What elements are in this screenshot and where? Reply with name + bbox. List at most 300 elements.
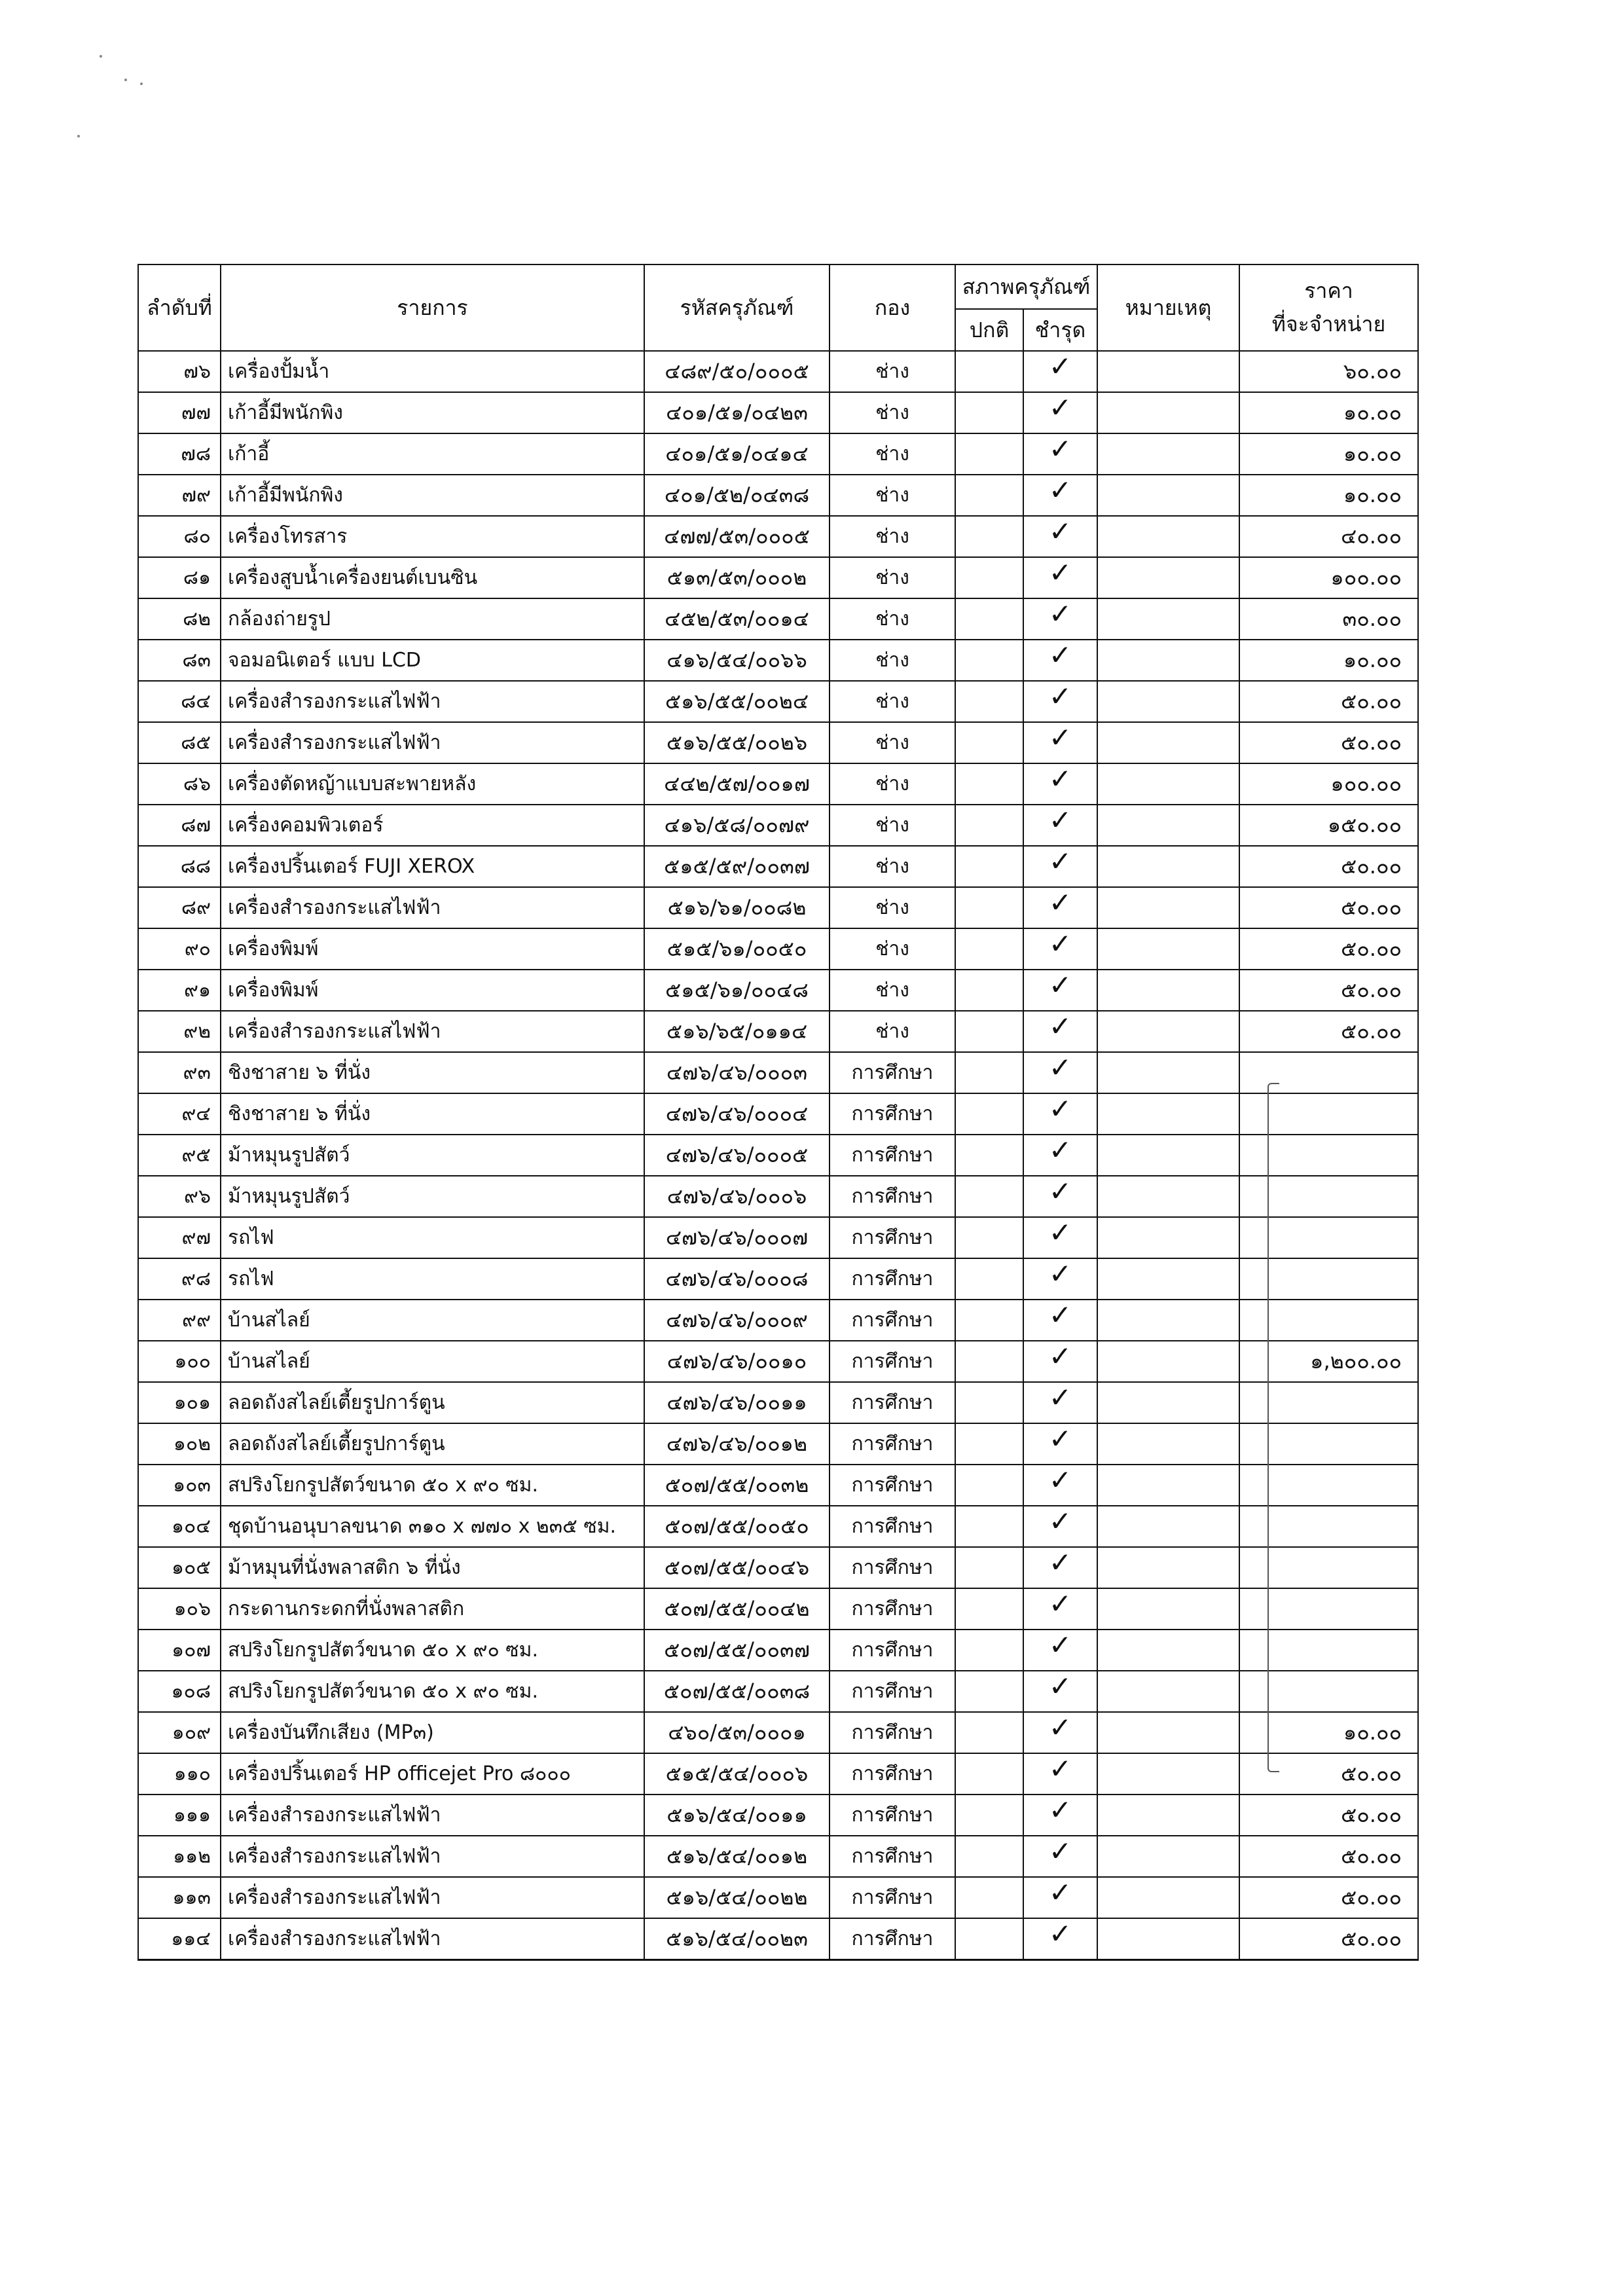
- table-row: [138, 392, 1418, 433]
- cell-item: สปริงโยกรูปสัตว์ขนาด ๕๐ x ๙๐ ซม.: [221, 1671, 644, 1712]
- cell-remark: [1097, 1382, 1239, 1423]
- cell-dept: การศึกษา: [830, 1630, 955, 1671]
- cell-damaged: [1023, 598, 1097, 640]
- cell-item: เครื่องสำรองกระแสไฟฟ้า: [221, 1011, 644, 1052]
- cell-damaged: [1023, 805, 1097, 846]
- cell-normal: [955, 640, 1023, 681]
- cell-remark: [1097, 433, 1239, 475]
- cell-code: ๕๑๖/๕๔/๐๐๑๒: [644, 1836, 830, 1877]
- cell-seq: ๙๕: [138, 1135, 221, 1176]
- cell-seq: ๑๐๔: [138, 1506, 221, 1547]
- cell-dept: ช่าง: [830, 805, 955, 846]
- cell-remark: [1097, 846, 1239, 887]
- header-price: [1239, 264, 1418, 351]
- cell-code: ๕๑๕/๖๑/๐๐๕๐: [644, 928, 830, 970]
- cell-remark: [1097, 1712, 1239, 1753]
- cell-price: [1239, 1588, 1418, 1630]
- cell-dept: การศึกษา: [830, 1093, 955, 1135]
- cell-normal: [955, 1011, 1023, 1052]
- cell-damaged: [1023, 557, 1097, 598]
- cell-item: เครื่องโทรสาร: [221, 516, 644, 557]
- check-mark-icon: ✓: [1048, 1135, 1072, 1166]
- cell-item: เครื่องสำรองกระแสไฟฟ้า: [221, 1918, 644, 1960]
- check-mark-icon: ✓: [1048, 1465, 1072, 1496]
- cell-remark: [1097, 1836, 1239, 1877]
- cell-code: ๕๑๕/๕๙/๐๐๓๗: [644, 846, 830, 887]
- cell-normal: [955, 722, 1023, 763]
- cell-damaged: [1023, 846, 1097, 887]
- cell-dept: การศึกษา: [830, 1836, 955, 1877]
- cell-remark: [1097, 1753, 1239, 1795]
- cell-seq: ๙๙: [138, 1300, 221, 1341]
- cell-dept: การศึกษา: [830, 1382, 955, 1423]
- cell-price: ๔๐.๐๐: [1239, 516, 1418, 557]
- cell-damaged: [1023, 392, 1097, 433]
- cell-code: ๕๑๖/๕๕/๐๐๒๖: [644, 722, 830, 763]
- cell-damaged: [1023, 1753, 1097, 1795]
- scan-speck: [140, 82, 143, 85]
- cell-item: รถไฟ: [221, 1258, 644, 1300]
- cell-normal: [955, 475, 1023, 516]
- cell-price: ๕๐.๐๐: [1239, 887, 1418, 928]
- cell-damaged: [1023, 1547, 1097, 1588]
- cell-code: ๕๑๕/๕๔/๐๐๐๖: [644, 1753, 830, 1795]
- cell-price: [1239, 1506, 1418, 1547]
- cell-price: [1239, 1671, 1418, 1712]
- cell-normal: [955, 1258, 1023, 1300]
- cell-item: กล้องถ่ายรูป: [221, 598, 644, 640]
- check-mark-icon: ✓: [1048, 1588, 1072, 1620]
- cell-price: ๕๐.๐๐: [1239, 1011, 1418, 1052]
- cell-dept: ช่าง: [830, 970, 955, 1011]
- table-row: [138, 475, 1418, 516]
- scan-speck: [100, 55, 102, 58]
- cell-normal: [955, 1547, 1023, 1588]
- cell-remark: [1097, 1300, 1239, 1341]
- cell-item: บ้านสไลย์: [221, 1341, 644, 1382]
- check-mark-icon: ✓: [1048, 805, 1072, 836]
- cell-remark: [1097, 1877, 1239, 1918]
- cell-damaged: [1023, 1258, 1097, 1300]
- cell-seq: ๑๑๐: [138, 1753, 221, 1795]
- cell-seq: ๑๑๔: [138, 1918, 221, 1960]
- cell-price: ๑๐.๐๐: [1239, 640, 1418, 681]
- cell-price: ๑๐๐.๐๐: [1239, 763, 1418, 805]
- cell-remark: [1097, 1630, 1239, 1671]
- cell-remark: [1097, 1011, 1239, 1052]
- cell-seq: ๙๓: [138, 1052, 221, 1093]
- cell-dept: การศึกษา: [830, 1753, 955, 1795]
- cell-seq: ๘๐: [138, 516, 221, 557]
- cell-code: ๕๐๗/๕๕/๐๐๔๒: [644, 1588, 830, 1630]
- cell-damaged: [1023, 887, 1097, 928]
- cell-seq: ๗๗: [138, 392, 221, 433]
- cell-damaged: [1023, 970, 1097, 1011]
- price-group-bracket: [1267, 1083, 1279, 1772]
- cell-remark: [1097, 1258, 1239, 1300]
- table-row: [138, 1877, 1418, 1918]
- cell-remark: [1097, 1547, 1239, 1588]
- cell-damaged: [1023, 1011, 1097, 1052]
- cell-dept: การศึกษา: [830, 1052, 955, 1093]
- table-row: [138, 557, 1418, 598]
- cell-code: ๔๗๖/๔๖/๐๐๐๗: [644, 1217, 830, 1258]
- cell-price: [1239, 1423, 1418, 1465]
- cell-normal: [955, 1588, 1023, 1630]
- cell-normal: [955, 887, 1023, 928]
- cell-seq: ๑๑๑: [138, 1795, 221, 1836]
- cell-dept: ช่าง: [830, 640, 955, 681]
- cell-code: ๕๑๖/๖๕/๐๑๑๔: [644, 1011, 830, 1052]
- cell-normal: [955, 1918, 1023, 1960]
- cell-seq: ๑๐๓: [138, 1465, 221, 1506]
- cell-normal: [955, 1795, 1023, 1836]
- cell-normal: [955, 970, 1023, 1011]
- disposal-items-table: [137, 264, 1419, 1961]
- cell-dept: ช่าง: [830, 557, 955, 598]
- cell-seq: ๑๐๖: [138, 1588, 221, 1630]
- cell-damaged: [1023, 1836, 1097, 1877]
- cell-seq: ๙๘: [138, 1258, 221, 1300]
- cell-remark: [1097, 1423, 1239, 1465]
- cell-code: ๔๐๑/๕๑/๐๔๒๓: [644, 392, 830, 433]
- cell-price: [1239, 1258, 1418, 1300]
- cell-seq: ๘๙: [138, 887, 221, 928]
- cell-remark: [1097, 1918, 1239, 1960]
- cell-damaged: [1023, 1506, 1097, 1547]
- cell-item: เก้าอี้มีพนักพิง: [221, 475, 644, 516]
- cell-dept: ช่าง: [830, 433, 955, 475]
- table-row: [138, 1547, 1418, 1588]
- cell-remark: [1097, 928, 1239, 970]
- cell-dept: การศึกษา: [830, 1258, 955, 1300]
- cell-normal: [955, 1176, 1023, 1217]
- cell-price: [1239, 1630, 1418, 1671]
- table-row: [138, 1052, 1418, 1093]
- cell-seq: ๑๑๓: [138, 1877, 221, 1918]
- cell-code: ๔๗๖/๔๖/๐๐๐๓: [644, 1052, 830, 1093]
- cell-dept: การศึกษา: [830, 1918, 955, 1960]
- cell-item: เครื่องสำรองกระแสไฟฟ้า: [221, 887, 644, 928]
- cell-seq: ๘๑: [138, 557, 221, 598]
- cell-item: กระดานกระดกที่นั่งพลาสติก: [221, 1588, 644, 1630]
- cell-remark: [1097, 722, 1239, 763]
- cell-code: ๕๑๖/๕๔/๐๐๒๒: [644, 1877, 830, 1918]
- cell-item: เครื่องสำรองกระแสไฟฟ้า: [221, 1795, 644, 1836]
- cell-damaged: [1023, 1588, 1097, 1630]
- table-row: [138, 1176, 1418, 1217]
- cell-seq: ๗๙: [138, 475, 221, 516]
- cell-remark: [1097, 1506, 1239, 1547]
- check-mark-icon: ✓: [1048, 475, 1072, 506]
- check-mark-icon: ✓: [1048, 928, 1072, 960]
- cell-code: ๕๑๕/๖๑/๐๐๔๘: [644, 970, 830, 1011]
- cell-normal: [955, 1341, 1023, 1382]
- header-item: รายการ: [221, 264, 644, 351]
- cell-item: รถไฟ: [221, 1217, 644, 1258]
- cell-price: [1239, 1300, 1418, 1341]
- cell-normal: [955, 1423, 1023, 1465]
- cell-remark: [1097, 1217, 1239, 1258]
- table-row: [138, 887, 1418, 928]
- cell-price: [1239, 1176, 1418, 1217]
- cell-seq: ๘๖: [138, 763, 221, 805]
- cell-dept: ช่าง: [830, 928, 955, 970]
- cell-dept: ช่าง: [830, 763, 955, 805]
- cell-seq: ๗๖: [138, 351, 221, 392]
- cell-damaged: [1023, 475, 1097, 516]
- cell-price: ๑๐.๐๐: [1239, 392, 1418, 433]
- cell-dept: ช่าง: [830, 516, 955, 557]
- check-mark-icon: ✓: [1048, 846, 1072, 877]
- cell-item: บ้านสไลย์: [221, 1300, 644, 1341]
- check-mark-icon: ✓: [1048, 598, 1072, 630]
- cell-code: ๔๗๖/๔๖/๐๐๑๑: [644, 1382, 830, 1423]
- cell-item: เครื่องปั้มน้ำ: [221, 351, 644, 392]
- table-row: [138, 681, 1418, 722]
- cell-item: เครื่องพิมพ์: [221, 970, 644, 1011]
- cell-normal: [955, 1753, 1023, 1795]
- cell-remark: [1097, 475, 1239, 516]
- cell-code: ๔๕๒/๕๓/๐๐๑๔: [644, 598, 830, 640]
- cell-normal: [955, 805, 1023, 846]
- check-mark-icon: ✓: [1048, 1753, 1072, 1785]
- cell-price: [1239, 1465, 1418, 1506]
- cell-dept: ช่าง: [830, 1011, 955, 1052]
- cell-remark: [1097, 557, 1239, 598]
- cell-remark: [1097, 887, 1239, 928]
- cell-seq: ๑๐๐: [138, 1341, 221, 1382]
- table-row: [138, 1300, 1418, 1341]
- table-row: [138, 1011, 1418, 1052]
- cell-damaged: [1023, 928, 1097, 970]
- table-row: [138, 722, 1418, 763]
- cell-seq: ๑๐๒: [138, 1423, 221, 1465]
- table-row: [138, 1588, 1418, 1630]
- cell-code: ๔๑๖/๕๔/๐๐๖๖: [644, 640, 830, 681]
- cell-item: เครื่องตัดหญ้าแบบสะพายหลัง: [221, 763, 644, 805]
- header-dept: กอง: [830, 264, 955, 351]
- cell-dept: การศึกษา: [830, 1300, 955, 1341]
- table-row: [138, 1382, 1418, 1423]
- check-mark-icon: ✓: [1048, 1712, 1072, 1743]
- check-mark-icon: ✓: [1048, 1918, 1072, 1950]
- cell-remark: [1097, 1176, 1239, 1217]
- cell-remark: [1097, 392, 1239, 433]
- cell-code: ๕๑๖/๕๔/๐๐๒๓: [644, 1918, 830, 1960]
- cell-seq: ๙๗: [138, 1217, 221, 1258]
- cell-damaged: [1023, 1877, 1097, 1918]
- table-row: [138, 1465, 1418, 1506]
- check-mark-icon: ✓: [1048, 1382, 1072, 1413]
- cell-normal: [955, 1135, 1023, 1176]
- table-row: [138, 1836, 1418, 1877]
- cell-dept: การศึกษา: [830, 1712, 955, 1753]
- check-mark-icon: ✓: [1048, 640, 1072, 671]
- cell-item: เครื่องสำรองกระแสไฟฟ้า: [221, 722, 644, 763]
- cell-price: ๓๐.๐๐: [1239, 598, 1418, 640]
- cell-item: สปริงโยกรูปสัตว์ขนาด ๕๐ x ๙๐ ซม.: [221, 1630, 644, 1671]
- cell-seq: ๘๗: [138, 805, 221, 846]
- cell-code: ๔๗๖/๔๖/๐๐๐๕: [644, 1135, 830, 1176]
- cell-code: ๔๐๑/๕๒/๐๔๓๘: [644, 475, 830, 516]
- cell-damaged: [1023, 1918, 1097, 1960]
- cell-price: ๕๐.๐๐: [1239, 846, 1418, 887]
- check-mark-icon: ✓: [1048, 1630, 1072, 1661]
- cell-remark: [1097, 516, 1239, 557]
- table-row: [138, 1506, 1418, 1547]
- cell-remark: [1097, 1671, 1239, 1712]
- cell-remark: [1097, 640, 1239, 681]
- cell-remark: [1097, 763, 1239, 805]
- cell-price: ๑,๒๐๐.๐๐: [1239, 1341, 1418, 1382]
- cell-dept: การศึกษา: [830, 1465, 955, 1506]
- cell-code: ๕๐๗/๕๕/๐๐๕๐: [644, 1506, 830, 1547]
- cell-normal: [955, 433, 1023, 475]
- cell-dept: การศึกษา: [830, 1176, 955, 1217]
- cell-seq: ๙๖: [138, 1176, 221, 1217]
- cell-dept: ช่าง: [830, 681, 955, 722]
- cell-normal: [955, 928, 1023, 970]
- check-mark-icon: ✓: [1048, 351, 1072, 382]
- cell-dept: การศึกษา: [830, 1877, 955, 1918]
- cell-normal: [955, 1465, 1023, 1506]
- table-row: [138, 1093, 1418, 1135]
- cell-seq: ๑๑๒: [138, 1836, 221, 1877]
- cell-damaged: [1023, 1630, 1097, 1671]
- cell-code: ๔๗๖/๔๖/๐๐๐๘: [644, 1258, 830, 1300]
- check-mark-icon: ✓: [1048, 1052, 1072, 1084]
- check-mark-icon: ✓: [1048, 1341, 1072, 1372]
- cell-dept: การศึกษา: [830, 1135, 955, 1176]
- cell-price: ๕๐.๐๐: [1239, 1836, 1418, 1877]
- cell-dept: ช่าง: [830, 887, 955, 928]
- cell-price: ๑๐.๐๐: [1239, 475, 1418, 516]
- cell-damaged: [1023, 681, 1097, 722]
- cell-normal: [955, 392, 1023, 433]
- cell-remark: [1097, 1588, 1239, 1630]
- table-row: [138, 763, 1418, 805]
- cell-item: ลอดถังสไลย์เตี้ยรูปการ์ตูน: [221, 1423, 644, 1465]
- cell-normal: [955, 846, 1023, 887]
- check-mark-icon: ✓: [1048, 433, 1072, 465]
- cell-damaged: [1023, 1093, 1097, 1135]
- table-row: [138, 846, 1418, 887]
- cell-price: ๕๐.๐๐: [1239, 1795, 1418, 1836]
- cell-seq: ๑๐๗: [138, 1630, 221, 1671]
- header-normal: ปกติ: [955, 309, 1023, 351]
- cell-seq: ๘๔: [138, 681, 221, 722]
- check-mark-icon: ✓: [1048, 1258, 1072, 1290]
- cell-dept: ช่าง: [830, 598, 955, 640]
- check-mark-icon: ✓: [1048, 557, 1072, 589]
- cell-dept: การศึกษา: [830, 1671, 955, 1712]
- cell-normal: [955, 1300, 1023, 1341]
- check-mark-icon: ✓: [1048, 1836, 1072, 1867]
- check-mark-icon: ✓: [1048, 1423, 1072, 1455]
- cell-price: ๑๐.๐๐: [1239, 1712, 1418, 1753]
- cell-remark: [1097, 1795, 1239, 1836]
- cell-damaged: [1023, 1382, 1097, 1423]
- cell-code: ๕๑๖/๕๕/๐๐๒๔: [644, 681, 830, 722]
- cell-seq: ๑๐๑: [138, 1382, 221, 1423]
- cell-code: ๕๐๗/๕๕/๐๐๔๖: [644, 1547, 830, 1588]
- cell-price: ๕๐.๐๐: [1239, 1877, 1418, 1918]
- cell-dept: การศึกษา: [830, 1547, 955, 1588]
- header-seq: ลำดับที่: [138, 264, 221, 351]
- cell-item: เครื่องสำรองกระแสไฟฟ้า: [221, 1836, 644, 1877]
- cell-dept: การศึกษา: [830, 1506, 955, 1547]
- cell-damaged: [1023, 1300, 1097, 1341]
- check-mark-icon: ✓: [1048, 1093, 1072, 1125]
- cell-price: [1239, 1093, 1418, 1135]
- cell-code: ๔๘๙/๕๐/๐๐๐๕: [644, 351, 830, 392]
- cell-code: ๔๑๖/๕๘/๐๐๗๙: [644, 805, 830, 846]
- scan-speck: [124, 79, 127, 81]
- cell-damaged: [1023, 763, 1097, 805]
- check-mark-icon: ✓: [1048, 1217, 1072, 1248]
- cell-item: เครื่องปริ้นเตอร์ FUJI XEROX: [221, 846, 644, 887]
- cell-seq: ๘๒: [138, 598, 221, 640]
- cell-item: ชุดบ้านอนุบาลขนาด ๓๑๐ x ๗๗๐ x ๒๓๕ ซม.: [221, 1506, 644, 1547]
- cell-normal: [955, 1052, 1023, 1093]
- check-mark-icon: ✓: [1048, 1671, 1072, 1702]
- cell-dept: ช่าง: [830, 475, 955, 516]
- cell-damaged: [1023, 351, 1097, 392]
- cell-normal: [955, 1877, 1023, 1918]
- cell-price: ๕๐.๐๐: [1239, 970, 1418, 1011]
- table-row: [138, 1341, 1418, 1382]
- cell-damaged: [1023, 1465, 1097, 1506]
- check-mark-icon: ✓: [1048, 970, 1072, 1001]
- cell-seq: ๙๑: [138, 970, 221, 1011]
- cell-price: ๑๕๐.๐๐: [1239, 805, 1418, 846]
- cell-damaged: [1023, 1176, 1097, 1217]
- header-damaged: ชำรุด: [1023, 309, 1097, 351]
- cell-code: ๕๐๗/๕๕/๐๐๓๗: [644, 1630, 830, 1671]
- cell-price: [1239, 1135, 1418, 1176]
- cell-damaged: [1023, 722, 1097, 763]
- table-row: [138, 1712, 1418, 1753]
- cell-item: ม้าหมุนรูปสัตว์: [221, 1176, 644, 1217]
- cell-normal: [955, 1671, 1023, 1712]
- cell-damaged: [1023, 1217, 1097, 1258]
- cell-damaged: [1023, 516, 1097, 557]
- cell-code: ๕๑๖/๕๔/๐๐๑๑: [644, 1795, 830, 1836]
- cell-remark: [1097, 598, 1239, 640]
- table-row: [138, 351, 1418, 392]
- cell-seq: ๘๓: [138, 640, 221, 681]
- table-row: [138, 1630, 1418, 1671]
- check-mark-icon: ✓: [1048, 1176, 1072, 1207]
- cell-dept: การศึกษา: [830, 1588, 955, 1630]
- cell-remark: [1097, 805, 1239, 846]
- cell-dept: การศึกษา: [830, 1341, 955, 1382]
- cell-normal: [955, 598, 1023, 640]
- cell-price: ๑๐๐.๐๐: [1239, 557, 1418, 598]
- check-mark-icon: ✓: [1048, 1011, 1072, 1042]
- table-row: [138, 516, 1418, 557]
- cell-price: ๕๐.๐๐: [1239, 928, 1418, 970]
- cell-price: [1239, 1052, 1418, 1093]
- cell-remark: [1097, 1465, 1239, 1506]
- table-row: [138, 433, 1418, 475]
- cell-item: ม้าหมุนรูปสัตว์: [221, 1135, 644, 1176]
- cell-item: เก้าอี้มีพนักพิง: [221, 392, 644, 433]
- cell-code: ๔๗๖/๔๖/๐๐๐๙: [644, 1300, 830, 1341]
- check-mark-icon: ✓: [1048, 1300, 1072, 1331]
- header-price-line1: ราคา: [1304, 278, 1353, 303]
